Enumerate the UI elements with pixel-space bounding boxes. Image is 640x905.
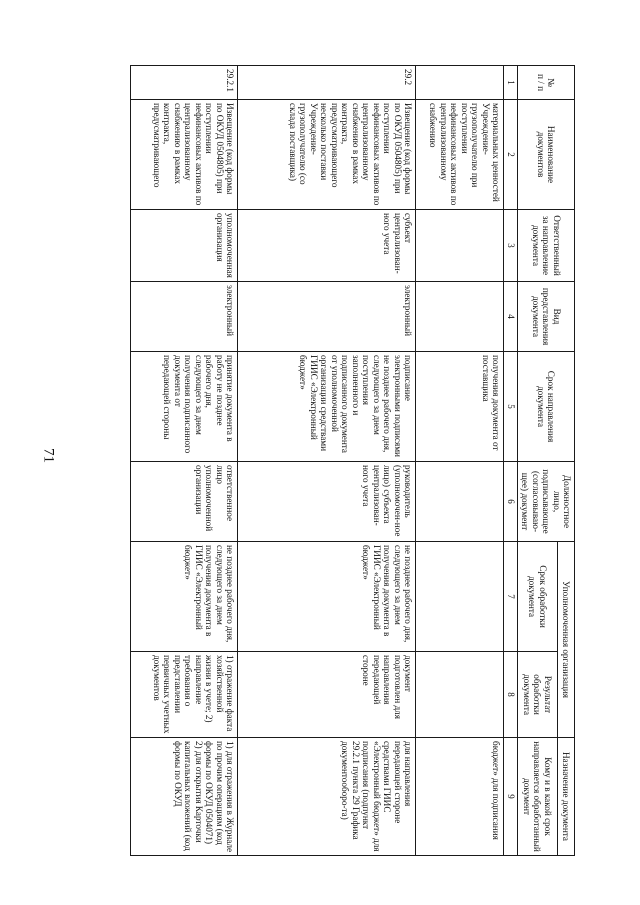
cell-num	[416, 66, 504, 100]
header-num: № п / п	[517, 66, 574, 100]
cell-signer: ответственное лицо уполномоченной организации	[130, 462, 238, 542]
cell-name: Извещение (код формы по ОКУД 0504805) при поступлении нефинансовых активов по централизованному снабжению в рамках контракта, предусматривающего несколько поставки Учреждение-грузополучателю (со склада поставщика)	[238, 100, 416, 210]
header-responsible: Ответственный за направление документа	[517, 210, 574, 282]
cell-recipient: для направления передающей стороне средствами ГИИС «Электронный бюджет» для подписания (подпункт 29.2.1 пункта 29 Графика документооборо-та)	[238, 738, 416, 856]
cell-processing-result: 1) отражение факта хозяйственной жизни в учете; 2) направление требования о представлении первичных учетных документов	[130, 652, 238, 738]
cell-signer	[416, 462, 504, 542]
header-processing-term: Срок обработки документа	[517, 542, 557, 652]
header-form: Вид представления документа	[517, 282, 574, 352]
cell-form: электронный	[238, 282, 416, 352]
table-row	[238, 66, 416, 856]
cell-num: 29.2.1	[130, 66, 238, 100]
cell-form	[416, 282, 504, 352]
cell-processing-result	[416, 652, 504, 738]
column-number-row	[504, 66, 517, 856]
header-processing-result: Результат обработки документа	[517, 652, 557, 738]
column-number: 7	[504, 542, 517, 652]
cell-processing-term: не позднее рабочего дня, следующего за днем получения документа в ГИИС «Электронный бюджет»	[130, 542, 238, 652]
cell-responsible: уполномоченная организация	[130, 210, 238, 282]
column-number: 1	[504, 66, 517, 100]
header-row-1	[557, 66, 574, 856]
header-term: Срок направления документа	[517, 352, 574, 462]
cell-processing-term: не позднее рабочего дня, следующего за днем получения документа в ГИИС «Электронный бюджет»	[238, 542, 416, 652]
cell-responsible	[416, 210, 504, 282]
column-number: 6	[504, 462, 517, 542]
rotated-table-container	[135, 65, 575, 855]
cell-form: электронный	[130, 282, 238, 352]
document-flow-table	[130, 65, 575, 856]
column-number: 3	[504, 210, 517, 282]
cell-num: 29.2	[238, 66, 416, 100]
cell-recipient: бюджет» для подписания	[416, 738, 504, 856]
column-number: 5	[504, 352, 517, 462]
table-row	[416, 66, 504, 856]
header-org-group: Уполномоченная организация	[557, 542, 574, 738]
header-signer: Должностное лицо, подписывающее (согласовываю-щее) документ	[517, 462, 574, 542]
cell-processing-result: документ подготовлен для направления передающей стороне	[238, 652, 416, 738]
column-number: 4	[504, 282, 517, 352]
cell-term: подписание электронными подписями не позднее рабочего дня, следующего за днем поступления заполненного и подписанного документа от уполномоченной организации средствами ГИИС «Электронный бюджет»	[238, 352, 416, 462]
header-purpose-group: Назначение документа	[557, 738, 574, 856]
cell-processing-term	[416, 542, 504, 652]
page-number: 71	[40, 448, 57, 463]
header-recipient: Кому и в какой срок направляется обработанный документ	[517, 738, 557, 856]
column-number: 2	[504, 100, 517, 210]
cell-recipient: 1) для отражения в Журнале по прочим операциям (код формы по ОКУД 0504071) 2) для открытия Карточки капитальных вложений (код формы по ОКУД	[130, 738, 238, 856]
header-name: Наименование документов	[517, 100, 574, 210]
column-number: 8	[504, 652, 517, 738]
column-number: 9	[504, 738, 517, 856]
cell-term: получения документа от поставщика	[416, 352, 504, 462]
cell-name: материальных ценностей Учреждение-грузополучателю при поступлении нефинансовых активов по централизованному снабжению	[416, 100, 504, 210]
cell-signer: руководитель (уполномочен-ное лицо) субъекта централизован-ного учета	[238, 462, 416, 542]
cell-term: принятие документа в работу не позднее рабочего дня, следующего за днем получения подписанного документа от передающей стороны	[130, 352, 238, 462]
table-row	[130, 66, 238, 856]
cell-responsible: субъект централизован-ного учета	[238, 210, 416, 282]
cell-name: Извещение (код формы по ОКУД 0504805) при поступлении нефинансовых активов по централизованному снабжению в рамках контракта, предусматривающего	[130, 100, 238, 210]
